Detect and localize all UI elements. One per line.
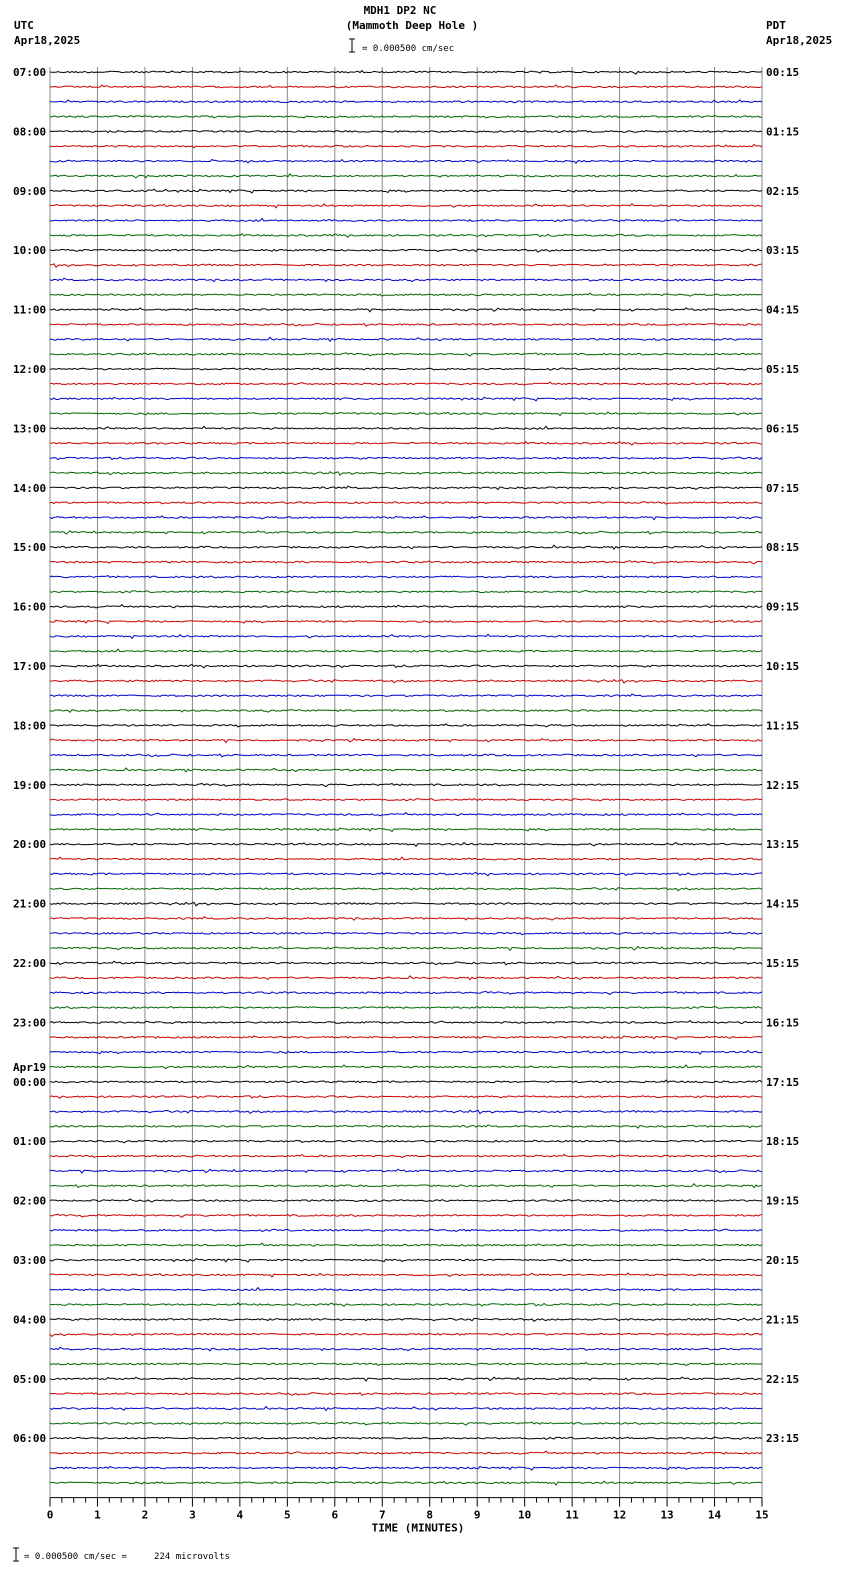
seismic-trace [50, 872, 762, 876]
utc-hour-label: 09:00 [13, 184, 47, 198]
seismic-trace [50, 545, 762, 549]
seismic-trace [50, 131, 762, 133]
utc-hour-label: 03:00 [13, 1254, 47, 1267]
seismic-trace [50, 353, 762, 356]
utc-hour-label: 12:00 [13, 363, 47, 376]
pdt-hour-label: 18:15 [766, 1135, 800, 1149]
seismic-trace [50, 293, 762, 296]
x-tick-label: 15 [755, 1508, 769, 1522]
seismic-trace [50, 1451, 762, 1454]
seismic-trace [50, 472, 762, 475]
utc-hour-label: 13:00 [13, 422, 47, 436]
seismic-trace [50, 961, 762, 965]
utc-hour-label: 17:00 [13, 660, 47, 673]
seismic-trace [50, 1334, 762, 1337]
seismic-trace [50, 739, 762, 743]
footer-scale-text: = 0.000500 cm/sec = 224 microvolts [24, 1552, 230, 1562]
seismic-trace [50, 397, 762, 401]
seismic-trace [50, 160, 762, 164]
seismic-trace [50, 337, 762, 341]
utc-date: Apr18,2025 [14, 34, 81, 47]
seismic-trace [50, 1362, 762, 1365]
seismic-trace [50, 1096, 762, 1099]
seismic-trace [50, 249, 762, 252]
seismic-trace [50, 1169, 762, 1173]
pdt-hour-label: 14:15 [766, 897, 800, 911]
pdt-hour-label: 07:15 [766, 481, 800, 495]
x-tick-label: 10 [518, 1508, 532, 1522]
seismic-trace [50, 1140, 762, 1142]
x-tick-label: 0 [46, 1508, 54, 1522]
x-tick-label: 6 [331, 1508, 339, 1522]
x-tick-label: 5 [284, 1508, 291, 1522]
seismic-trace [50, 754, 762, 757]
seismic-trace [50, 368, 762, 370]
pdt-hour-label: 09:15 [766, 600, 800, 614]
pdt-hour-label: 17:15 [766, 1075, 800, 1089]
seismic-trace [50, 1229, 762, 1232]
pdt-hour-label: 20:15 [766, 1254, 800, 1267]
scale-bar-icon [349, 39, 355, 52]
seismic-trace [50, 902, 762, 905]
seismic-trace [50, 917, 762, 920]
seismic-trace [50, 828, 762, 831]
pdt-hour-label: 00:15 [766, 66, 800, 79]
seismic-trace [50, 888, 762, 891]
seismic-trace [50, 144, 762, 148]
seismic-trace [50, 1273, 762, 1277]
seismic-trace [50, 590, 762, 593]
utc-hour-label: 16:00 [13, 600, 47, 614]
utc-hour-label: 08:00 [13, 125, 47, 139]
pdt-hour-label: 16:15 [766, 1016, 800, 1030]
utc-hour-label: 04:00 [13, 1313, 47, 1327]
pdt-hour-label: 12:15 [766, 778, 800, 792]
seismic-trace [50, 1481, 762, 1485]
seismic-trace [50, 813, 762, 816]
utc-hour-label: 02:00 [13, 1194, 47, 1208]
utc-hour-label: 05:00 [13, 1372, 47, 1386]
seismic-trace [50, 1318, 762, 1321]
seismic-trace [50, 442, 762, 445]
seismic-trace [50, 1036, 762, 1039]
footer-scale-icon [13, 1548, 19, 1561]
seismic-trace [50, 278, 762, 281]
pdt-hour-label: 06:15 [766, 422, 800, 436]
pdt-hour-label: 10:15 [766, 660, 800, 673]
seismic-trace [50, 634, 762, 638]
seismic-trace [50, 1125, 762, 1128]
pdt-hour-label: 13:15 [766, 838, 800, 852]
seismic-trace [50, 412, 762, 416]
pdt-hour-label: 05:15 [766, 363, 800, 376]
date-change-label: Apr19 [13, 1060, 47, 1074]
seismic-trace [50, 947, 762, 951]
seismic-trace [50, 516, 762, 520]
utc-hour-label: 19:00 [13, 778, 47, 792]
pdt-label: PDT [766, 19, 786, 32]
pdt-hour-label: 01:15 [766, 125, 800, 139]
seismic-trace [50, 1259, 762, 1263]
seismic-trace [50, 561, 762, 564]
pdt-hour-label: 08:15 [766, 541, 800, 555]
x-tick-label: 1 [94, 1508, 101, 1522]
seismic-trace [50, 857, 762, 860]
seismic-trace [50, 664, 762, 668]
seismic-trace [50, 843, 762, 847]
utc-hour-label: 23:00 [13, 1016, 47, 1030]
seismic-trace [50, 991, 762, 994]
x-tick-label: 14 [707, 1508, 722, 1522]
seismic-trace [50, 1051, 762, 1055]
seismic-trace [50, 486, 762, 489]
pdt-hour-label: 03:15 [766, 244, 800, 258]
utc-hour-label: 22:00 [13, 957, 47, 970]
seismic-trace [50, 100, 762, 103]
pdt-hour-label: 15:15 [766, 957, 800, 970]
seismic-trace [50, 799, 762, 801]
utc-hour-label: 18:00 [13, 719, 47, 733]
seismic-trace [50, 1007, 762, 1009]
seismic-trace [50, 620, 762, 623]
x-axis-title: TIME (MINUTES) [371, 1521, 465, 1535]
seismic-trace [50, 204, 762, 208]
seismic-trace [50, 323, 762, 326]
seismic-trace [50, 1288, 762, 1291]
seismic-trace [50, 426, 762, 429]
seismic-trace [50, 710, 762, 713]
seismic-trace [50, 174, 762, 178]
seismic-trace [50, 1377, 762, 1381]
seismic-trace [50, 85, 762, 88]
utc-hour-label: 21:00 [13, 897, 47, 911]
seismic-trace [50, 1110, 762, 1113]
x-tick-label: 8 [426, 1508, 434, 1522]
pdt-hour-label: 19:15 [766, 1194, 800, 1208]
seismic-trace [50, 189, 762, 193]
seismic-trace [50, 71, 762, 75]
utc-hour-label: 06:00 [13, 1432, 47, 1446]
x-tick-label: 12 [612, 1508, 627, 1522]
pdt-hour-label: 21:15 [766, 1313, 800, 1327]
x-tick-label: 7 [378, 1508, 386, 1522]
seismic-trace [50, 724, 762, 727]
utc-hour-label: 11:00 [13, 303, 47, 317]
seismic-trace [50, 502, 762, 504]
utc-hour-label: 14:00 [13, 481, 47, 495]
seismic-trace [50, 694, 762, 697]
pdt-hour-label: 02:15 [766, 184, 800, 198]
seismic-trace [50, 1437, 762, 1439]
seismic-trace [50, 1184, 762, 1188]
seismic-trace [50, 649, 762, 652]
pdt-hour-label: 11:15 [766, 719, 800, 733]
utc-hour-label: 07:00 [13, 66, 47, 79]
seismic-trace [50, 1214, 762, 1217]
seismic-trace [50, 576, 762, 578]
x-tick-label: 9 [473, 1508, 481, 1522]
seismic-trace [50, 932, 762, 935]
seismic-trace [50, 264, 762, 267]
pdt-date: Apr18,2025 [766, 34, 833, 47]
seismic-trace [50, 234, 762, 237]
seismic-trace [50, 1393, 762, 1396]
seismic-trace [50, 308, 762, 312]
seismic-trace [50, 768, 762, 772]
x-tick-label: 3 [189, 1508, 196, 1522]
seismic-trace [50, 680, 762, 683]
utc-hour-label: 10:00 [13, 244, 47, 258]
utc-label: UTC [14, 19, 34, 32]
pdt-hour-label: 04:15 [766, 303, 800, 317]
scale-text: = 0.000500 cm/sec [362, 44, 455, 54]
seismic-trace [50, 1407, 762, 1411]
seismic-trace [50, 976, 762, 980]
pdt-hour-label: 22:15 [766, 1372, 800, 1386]
x-tick-label: 2 [141, 1508, 149, 1522]
seismic-trace [50, 1347, 762, 1350]
seismic-trace [50, 218, 762, 221]
utc-hour-label: 20:00 [13, 838, 47, 852]
x-tick-label: 4 [236, 1508, 244, 1522]
station-title: MDH1 DP2 NC [363, 4, 437, 17]
seismic-trace [50, 605, 762, 608]
station-location: (Mammoth Deep Hole ) [345, 19, 479, 32]
seismic-trace [50, 1021, 762, 1024]
pdt-hour-label: 23:15 [766, 1432, 800, 1446]
seismic-trace [50, 382, 762, 385]
seismic-trace [50, 116, 762, 119]
seismic-trace [50, 1303, 762, 1306]
utc-hour-label: 15:00 [13, 541, 47, 555]
utc-hour-label: 00:00 [13, 1075, 47, 1089]
x-tick-label: 13 [660, 1508, 674, 1522]
seismic-trace [50, 1065, 762, 1069]
seismic-trace [50, 1422, 762, 1425]
utc-hour-label: 01:00 [13, 1135, 47, 1149]
seismic-trace [50, 1243, 762, 1246]
seismic-trace [50, 531, 762, 534]
x-tick-label: 11 [565, 1508, 579, 1522]
seismic-trace [50, 783, 762, 786]
seismic-trace [50, 1154, 762, 1157]
seismic-trace [50, 457, 762, 460]
seismic-trace [50, 1080, 762, 1083]
seismic-trace [50, 1467, 762, 1471]
seismic-trace [50, 1199, 762, 1202]
